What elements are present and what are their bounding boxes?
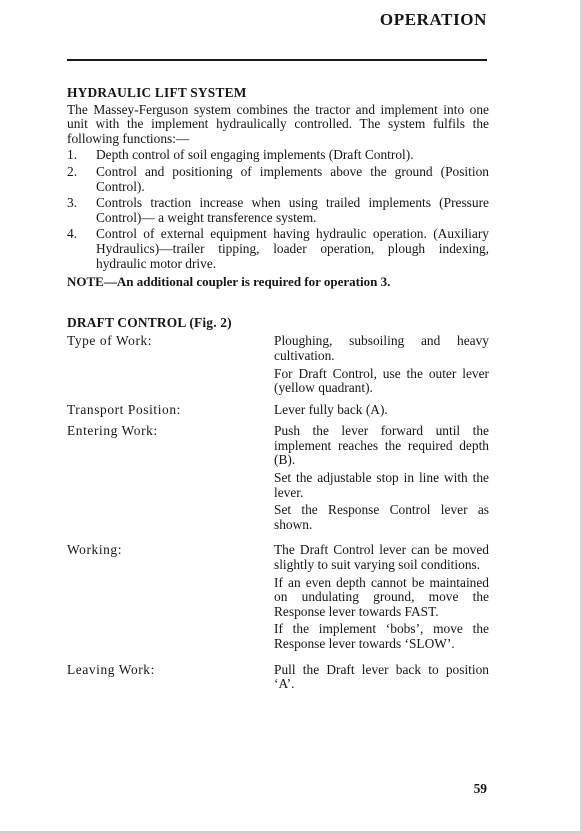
row-description (274, 663, 489, 695)
list-number: 4. (67, 226, 78, 242)
description-paragraph: Pull the Draft lever back to position ‘A’. (274, 661, 489, 692)
table-row (67, 543, 489, 654)
note-text: NOTE—An additional coupler is required for operation 3. (67, 274, 391, 290)
intro-paragraph: The Massey-Ferguson system combines the tractor and implement into one unit with the implement hydraulically controlled. The system fulfils the following functions:— (67, 101, 489, 146)
description-paragraph: If an even depth cannot be maintained on undulating ground, move the Response lever towards FAST. (274, 574, 489, 619)
header-rule (67, 59, 487, 61)
description-paragraph: Set the Response Control lever as shown. (274, 502, 489, 532)
row-label: Working: (67, 542, 123, 558)
row-label: Entering Work: (67, 423, 158, 439)
list-item (67, 227, 489, 271)
table-row (67, 334, 489, 398)
table-row (67, 663, 489, 695)
list-text: Controls traction increase when using trailed implements (Pressure Control)— a weight transference system. (96, 195, 489, 225)
row-description (274, 543, 489, 654)
functions-list (67, 148, 489, 271)
page-header-title: OPERATION (379, 10, 487, 29)
list-number: 3. (67, 195, 78, 211)
draft-control-section (67, 316, 489, 695)
description-paragraph: Set the adjustable stop in line with the lever. (274, 470, 489, 500)
list-number: 2. (67, 163, 78, 179)
list-item (67, 196, 489, 225)
list-text: Control of external equipment having hydraulic operation. (Auxiliary Hydraulics)—trailer tipping, loader operation, plough indexing, hydraulic motor drive. (96, 226, 489, 271)
description-paragraph: Lever fully back (A). (274, 401, 388, 417)
section-heading-draft-control: DRAFT CONTROL (Fig. 2) (67, 314, 232, 330)
row-description (274, 424, 489, 535)
section-heading-hydraulic-lift: HYDRAULIC LIFT SYSTEM (67, 85, 247, 100)
page-content (67, 86, 489, 695)
list-item (67, 148, 489, 163)
row-label: Leaving Work: (67, 661, 155, 677)
list-text: Control and positioning of implements above the ground (Position Control). (96, 163, 489, 194)
description-paragraph: Ploughing, subsoiling and heavy cultivation. (274, 333, 489, 363)
list-number: 1. (67, 147, 78, 163)
description-paragraph: For Draft Control, use the outer lever (yellow quadrant). (274, 365, 489, 396)
list-text: Depth control of soil engaging implements (Draft Control). (96, 147, 414, 163)
description-paragraph: If the implement ‘bobs’, move the Response lever towards ‘SLOW’. (274, 621, 489, 651)
row-label: Type of Work: (67, 333, 153, 349)
description-paragraph: Push the lever forward until the implement reaches the required depth (B). (274, 423, 489, 468)
table-row (67, 424, 489, 535)
page-number: 59 (473, 781, 487, 796)
description-paragraph: The Draft Control lever can be moved slightly to suit varying soil conditions. (274, 542, 489, 573)
list-item (67, 165, 489, 194)
row-description (274, 403, 489, 421)
table-row (67, 403, 489, 421)
row-description (274, 334, 489, 398)
row-label: Transport Position: (67, 401, 181, 417)
